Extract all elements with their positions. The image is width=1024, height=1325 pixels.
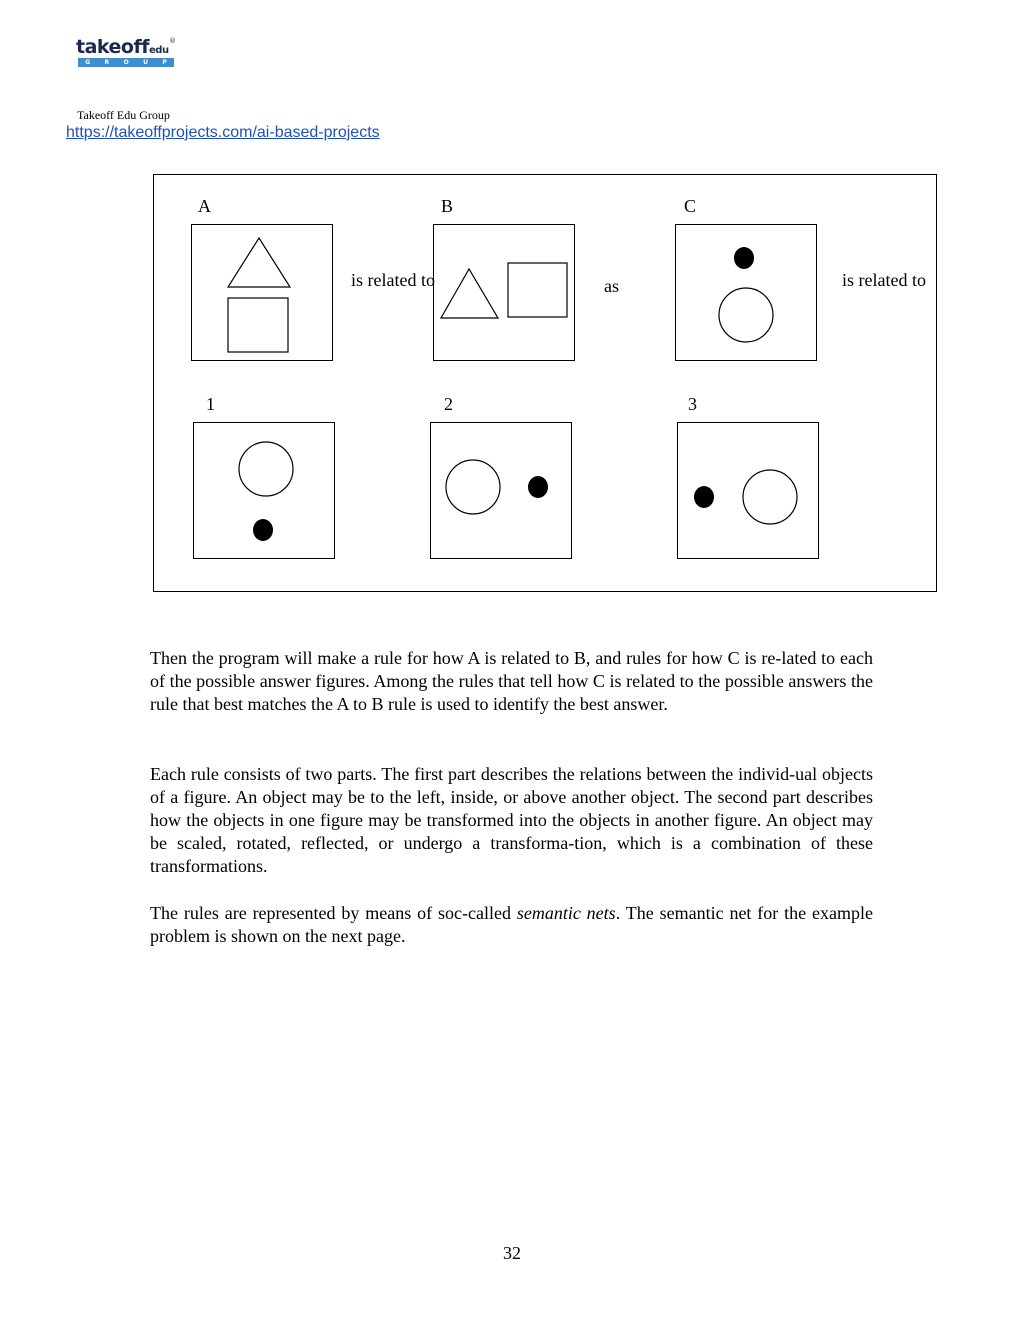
label-a: A — [198, 196, 211, 216]
figure-b-drawing — [434, 225, 574, 360]
paragraph-3-start: The rules are represented by means of soc-called — [150, 903, 517, 923]
circle-shape — [719, 288, 773, 342]
dot-shape — [734, 247, 754, 269]
logo-group-bar — [78, 58, 174, 67]
paragraph-3 — [150, 902, 873, 948]
label-b: B — [441, 196, 454, 216]
as-text: as — [604, 276, 619, 296]
label-1: 1 — [206, 394, 215, 414]
paragraph-3-end: . The semantic net for the example problem is shown on the next page. — [150, 903, 873, 946]
figure-a — [191, 224, 333, 361]
triangle-shape — [441, 269, 498, 318]
project-link[interactable]: https://takeoffprojects.com/ai-based-projects — [66, 124, 380, 141]
label-3: 3 — [688, 394, 697, 414]
logo-registered: ® — [169, 37, 176, 45]
paragraph-1: Then the program will make a rule for how A is related to B, and rules for how C is re-lated to each of the possible answer figures. Among the rules that tell how C is related to the possible answers the rule that best matches the A to B rule is used to identify the best answer. — [150, 648, 873, 714]
answer-figure-2 — [430, 422, 572, 559]
logo-letter: P — [162, 59, 167, 66]
square-shape — [508, 263, 567, 317]
dot-shape — [528, 476, 548, 498]
logo-letter: G — [85, 59, 91, 66]
answer-figure-1 — [193, 422, 335, 559]
figure-b — [433, 224, 575, 361]
dot-shape — [694, 486, 714, 508]
analogy-figure — [153, 174, 937, 592]
circle-shape — [446, 460, 500, 514]
label-c: C — [684, 196, 697, 216]
figure-a-drawing — [192, 225, 332, 360]
paragraph-2: Each rule consists of two parts. The first part describes the relations between the individ-ual objects of a figure. An object may be to the left, inside, or above another object. The second part describes how the objects in one figure may be transformed into the objects in another figure. An object may be scaled, rotated, reflected, or undergo a transforma-tion, which is a combination of these transformations. — [150, 764, 873, 876]
figure-c — [675, 224, 817, 361]
semantic-nets-term: semantic nets — [516, 903, 616, 923]
triangle-shape — [228, 238, 290, 287]
answer-figure-3 — [677, 422, 819, 559]
answer-2-drawing — [431, 423, 571, 558]
logo-letter: U — [143, 59, 148, 66]
dot-shape — [253, 519, 273, 541]
takeoff-logo — [76, 36, 176, 70]
circle-shape — [743, 470, 797, 524]
company-name: Takeoff Edu Group — [77, 108, 170, 122]
logo-word: takeoff — [76, 36, 150, 58]
label-2: 2 — [444, 394, 453, 414]
relation-text-2: is related to — [842, 270, 926, 290]
logo-edu: edu — [149, 45, 169, 56]
circle-shape — [239, 442, 293, 496]
figure-c-drawing — [676, 225, 816, 360]
logo-letter: O — [123, 59, 129, 66]
answer-3-drawing — [678, 423, 818, 558]
square-shape — [228, 298, 288, 352]
relation-text-1: is related to — [351, 270, 435, 290]
page-number: 32 — [503, 1243, 521, 1263]
logo-letter: R — [104, 59, 110, 66]
answer-1-drawing — [194, 423, 334, 558]
